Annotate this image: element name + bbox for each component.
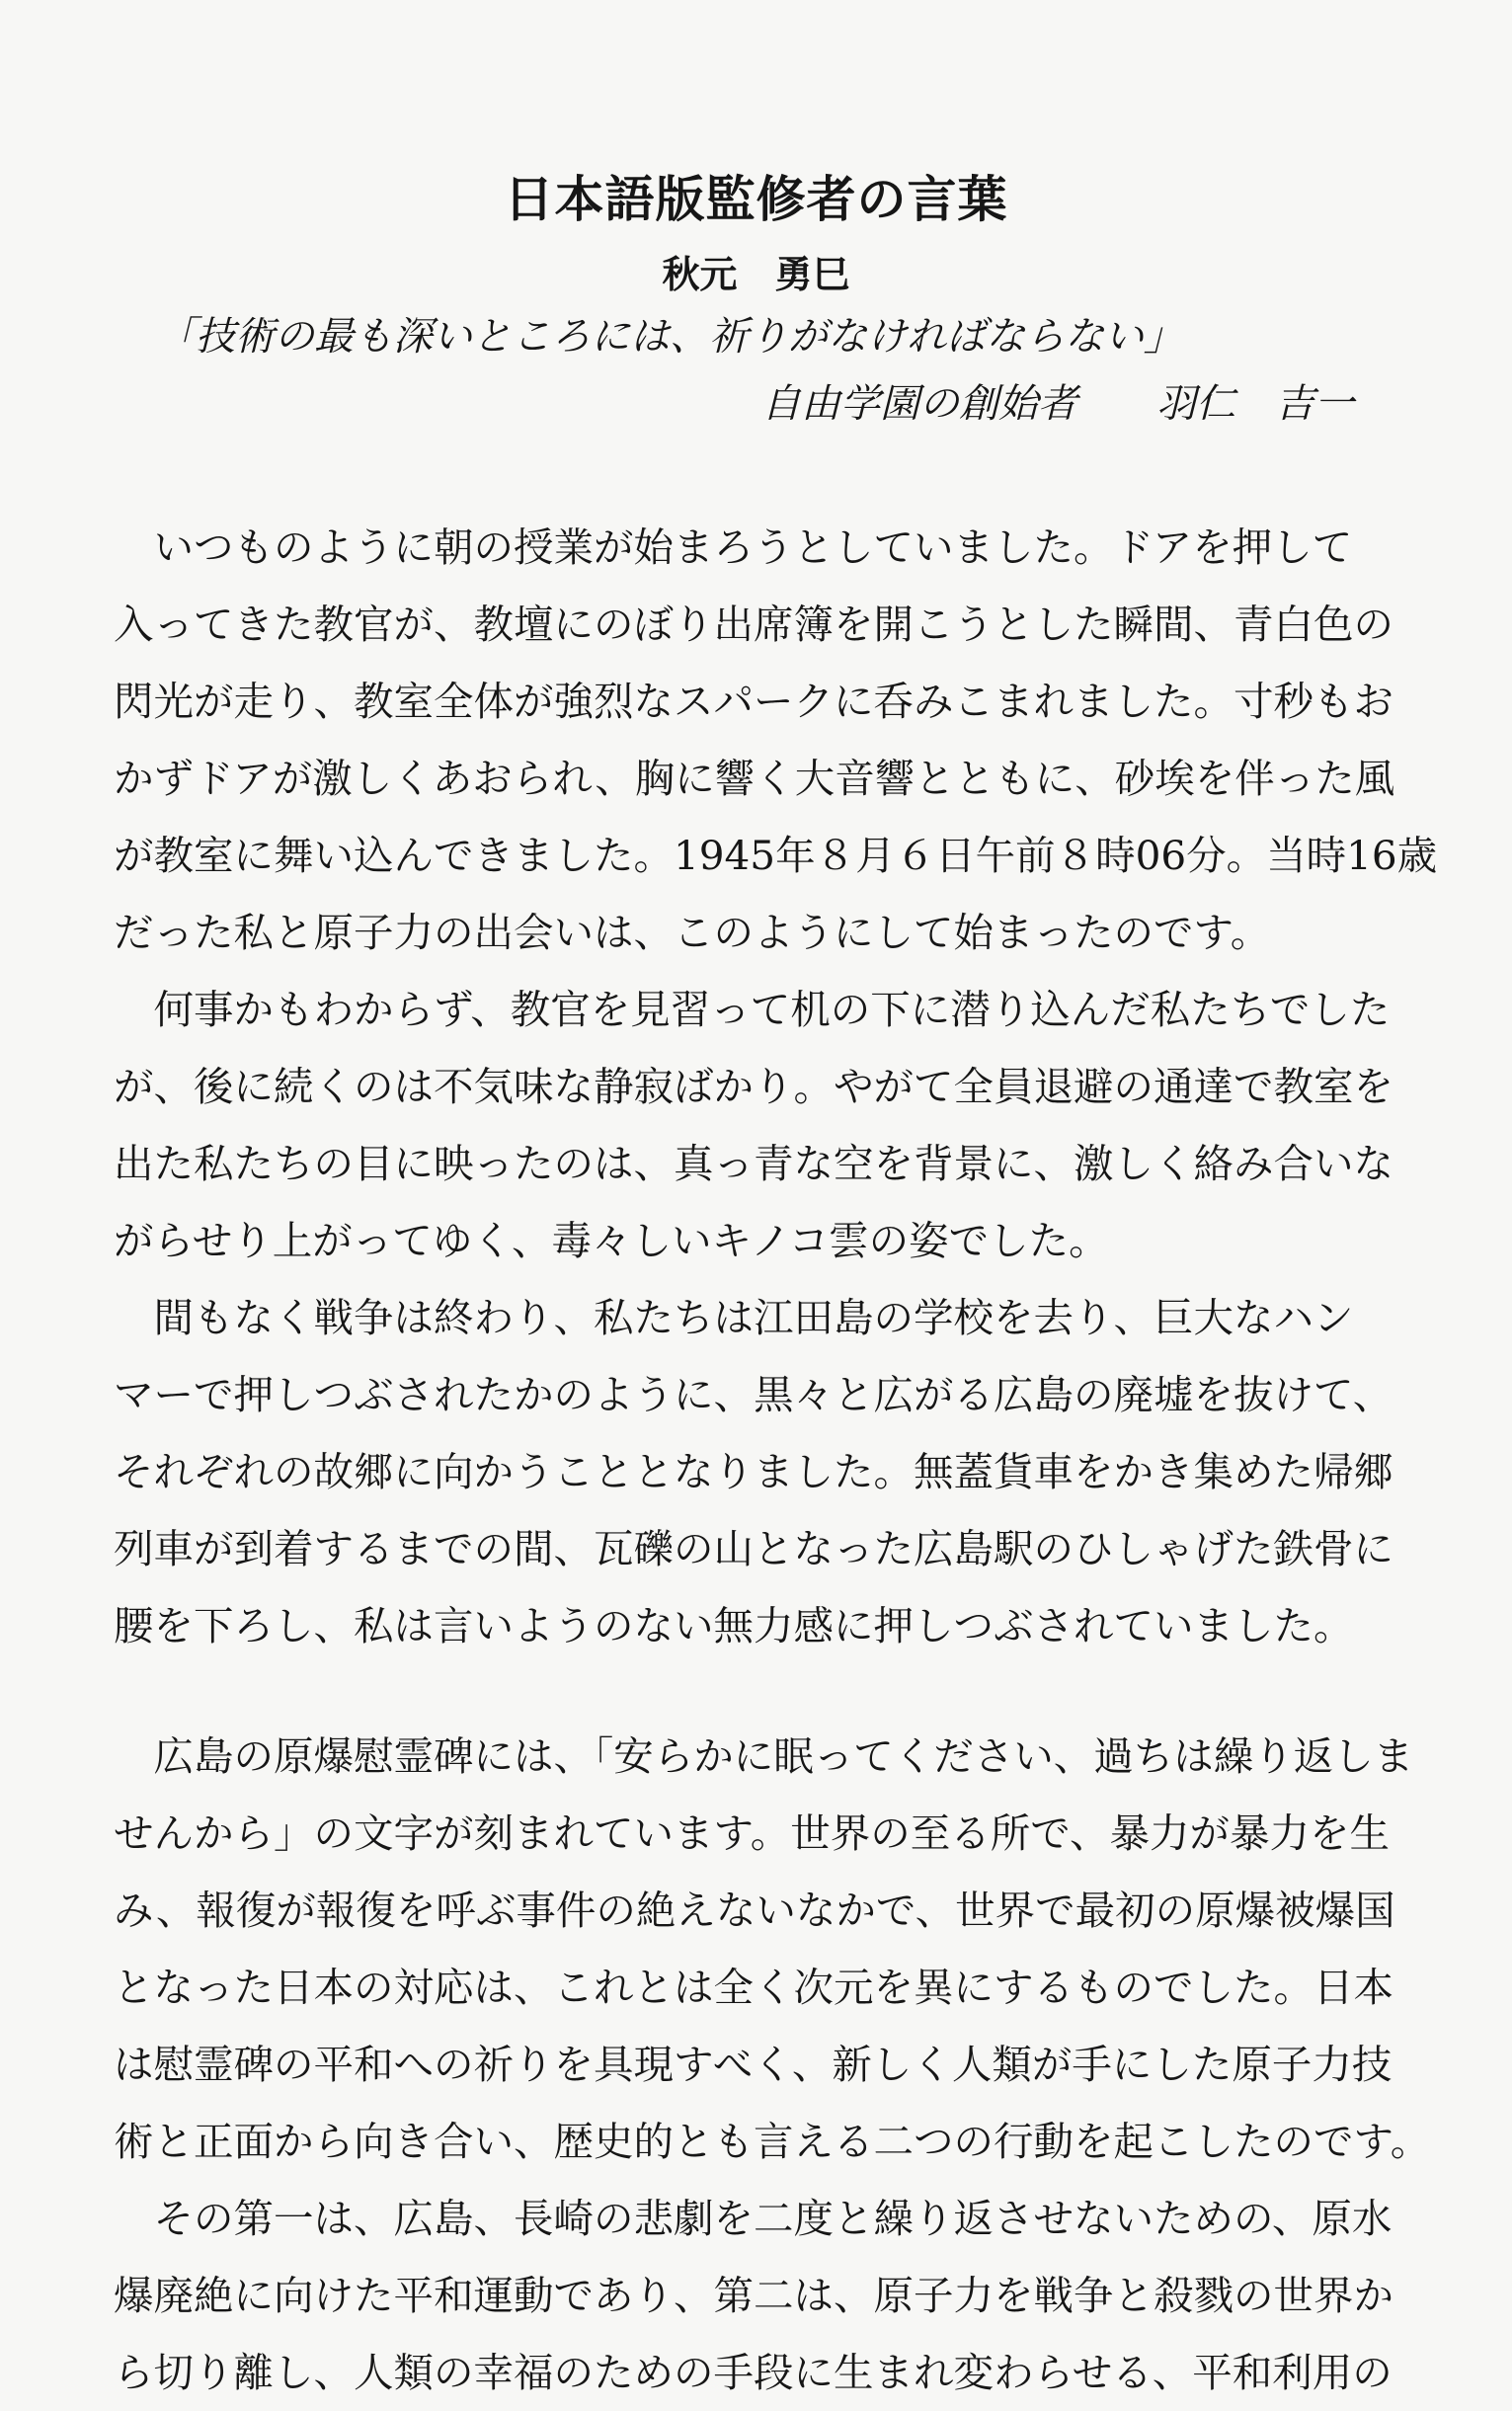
epigraph-attribution: 自由学園の創始者 羽仁 吉一 xyxy=(761,381,1354,427)
paragraph xyxy=(114,1279,1393,1664)
text-line: 間もなく戦争は終わり、私たちは江田島の学校を去り、巨大なハン xyxy=(114,1294,1354,1341)
text-line: 入ってきた教官が、教壇にのぼり出席簿を開こうとした瞬間、青白色の xyxy=(114,601,1393,648)
paragraph xyxy=(114,1718,1431,2180)
text-line: 術と正面から向き合い、歴史的とも言える二つの行動を起こしたのです。 xyxy=(114,2118,1431,2165)
text-line: それぞれの故郷に向かうこととなりました。無蓋貨車をかき集めた帰郷 xyxy=(114,1448,1393,1495)
text-line: 何事かもわからず、教官を見習って机の下に潜り込んだ私たちでした xyxy=(114,986,1391,1033)
text-line: マーで押しつぶされたかのように、黒々と広がる広島の廃墟を抜けて、 xyxy=(114,1371,1393,1418)
text-line: 閃光が走り、教室全体が強烈なスパークに呑みこまれました。寸秒もお xyxy=(114,678,1393,725)
paragraph xyxy=(114,509,1438,971)
text-line: となった日本の対応は、これとは全く次元を異にするものでした。日本 xyxy=(114,1964,1393,2011)
text-line: せんから」の文字が刻まれています。世界の至る所で、暴力が暴力を生 xyxy=(114,1809,1390,1857)
text-line: 列車が到着するまでの間、瓦礫の山となった広島駅のひしゃげた鉄骨に xyxy=(114,1525,1393,1572)
text-line: だった私と原子力の出会いは、このようにして始まったのです。 xyxy=(114,909,1271,956)
paragraph xyxy=(114,971,1393,1279)
text-line: が教室に舞い込んできました。1945年８月６日午前８時06分。当時16歳 xyxy=(114,832,1438,879)
text-line: 出た私たちの目に映ったのは、真っ青な空を背景に、激しく絡み合いな xyxy=(114,1140,1393,1187)
text-line: がらせり上がってゆく、毒々しいキノコ雲の姿でした。 xyxy=(114,1217,1109,1264)
page-title: 日本語版監修者の言葉 xyxy=(504,171,1008,228)
text-line: いつものように朝の授業が始まろうとしていました。ドアを押して xyxy=(114,523,1353,571)
text-line: 爆廃絶に向けた平和運動であり、第二は、原子力を戦争と殺戮の世界か xyxy=(114,2272,1393,2319)
text-line: が、後に続くのは不気味な静寂ばかり。やがて全員退避の通達で教室を xyxy=(114,1063,1393,1110)
text-line: は慰霊碑の平和への祈りを具現すべく、新しく人類が手にした原子力技 xyxy=(114,2041,1393,2088)
text-line: かずドアが激しくあおられ、胸に響く大音響とともに、砂埃を伴った風 xyxy=(114,755,1395,802)
body-text xyxy=(114,509,1438,2411)
author-name: 秋元 勇巳 xyxy=(662,253,850,296)
paragraph xyxy=(114,2180,1393,2411)
paragraph-gap xyxy=(114,1664,1378,1718)
text-line: み、報復が報復を呼ぶ事件の絶えないなかで、世界で最初の原爆被爆国 xyxy=(114,1887,1395,1934)
text-line: 腰を下ろし、私は言いようのない無力感に押しつぶされていました。 xyxy=(114,1602,1354,1649)
text-line: その第一は、広島、長崎の悲劇を二度と繰り返させないための、原水 xyxy=(114,2195,1393,2242)
epigraph-quote: 「技術の最も深いところには、祈りがなければならない」 xyxy=(156,314,1183,360)
text-line: ら切り離し、人類の幸福のための手段に生まれ変わらせる、平和利用の xyxy=(114,2349,1393,2396)
text-line: 広島の原爆慰霊碑には、「安らかに眠ってください、過ちは繰り返しま xyxy=(114,1732,1414,1780)
